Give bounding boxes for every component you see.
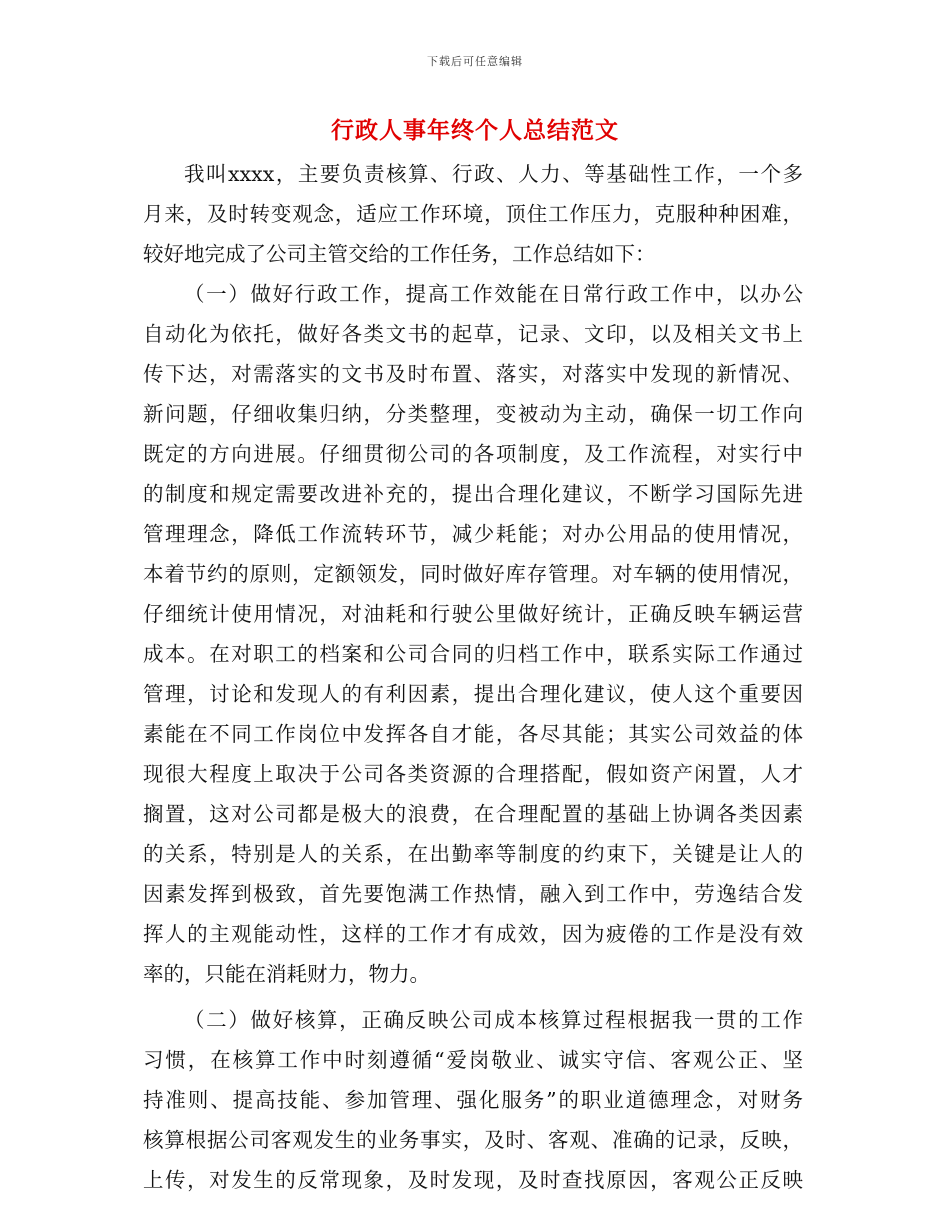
text-line: 本着节约的原则，定额领发，同时做好库存管理。对车辆的使用情况，	[143, 562, 803, 586]
paragraph-intro	[143, 154, 803, 274]
paragraph-admin-work	[143, 274, 803, 994]
header-note: 下载后可任意编辑	[427, 55, 523, 68]
text-line: 管理理念，降低工作流转环节，减少耗能；对办公用品的使用情况，	[143, 522, 803, 546]
text-line: 仔细统计使用情况，对油耗和行驶公里做好统计，正确反映车辆运营	[143, 602, 803, 626]
text-line: （二）做好核算，正确反映公司成本核算过程根据我一贯的工作	[184, 1008, 803, 1032]
text-line: 习惯，在核算工作中时刻遵循“爱岗敬业、诚实守信、客观公正、坚	[143, 1048, 803, 1072]
text-line: 素能在不同工作岗位中发挥各自才能，各尽其能；其实公司效益的体	[143, 722, 803, 746]
text-line: 核算根据公司客观发生的业务事实，及时、客观、准确的记录，反映，	[143, 1128, 803, 1152]
text-line: 新问题，仔细收集归纳，分类整理，变被动为主动，确保一切工作向	[143, 402, 803, 426]
text-line: 成本。在对职工的档案和公司合同的归档工作中，联系实际工作通过	[143, 642, 803, 666]
text-line: 持准则、提高技能、参加管理、强化服务”的职业道德理念，对财务	[143, 1088, 803, 1112]
text-line: 传下达，对需落实的文书及时布置、落实，对落实中发现的新情况、	[143, 362, 803, 386]
text-line: 月来，及时转变观念，适应工作环境，顶住工作压力，克服种种困难，	[143, 202, 803, 226]
text-line: 既定的方向进展。仔细贯彻公司的各项制度，及工作流程，对实行中	[143, 442, 803, 466]
text-line: 上传，对发生的反常现象，及时发现，及时查找原因，客观公正反映	[143, 1168, 803, 1192]
text-line: 搁置，这对公司都是极大的浪费，在合理配置的基础上协调各类因素	[143, 802, 803, 826]
text-line: 因素发挥到极致，首先要饱满工作热情，融入到工作中，劳逸结合发	[143, 882, 803, 906]
paragraph-accounting	[143, 1000, 803, 1200]
text-line: 较好地完成了公司主管交给的工作任务，工作总结如下：	[143, 242, 656, 266]
text-line: 自动化为依托，做好各类文书的起草，记录、文印，以及相关文书上	[143, 322, 803, 346]
text-line: 管理，讨论和发现人的有利因素，提出合理化建议，使人这个重要因	[143, 682, 803, 706]
text-line: 的关系，特别是人的关系，在出勤率等制度的约束下，关键是让人的	[143, 842, 803, 866]
document-body	[143, 154, 803, 1200]
text-line: 率的，只能在消耗财力，物力。	[143, 962, 430, 986]
document-title: 行政人事年终个人总结范文	[331, 118, 619, 144]
text-line: 挥人的主观能动性，这样的工作才有成效，因为疲倦的工作是没有效	[143, 922, 803, 946]
text-line: （一）做好行政工作，提高工作效能在日常行政工作中，以办公	[184, 282, 803, 306]
text-line: 我叫xxxx，主要负责核算、行政、人力、等基础性工作，一个多	[184, 162, 803, 186]
text-line: 现很大程度上取决于公司各类资源的合理搭配，假如资产闲置，人才	[143, 762, 803, 786]
text-line: 的制度和规定需要改进补充的，提出合理化建议，不断学习国际先进	[143, 482, 803, 506]
